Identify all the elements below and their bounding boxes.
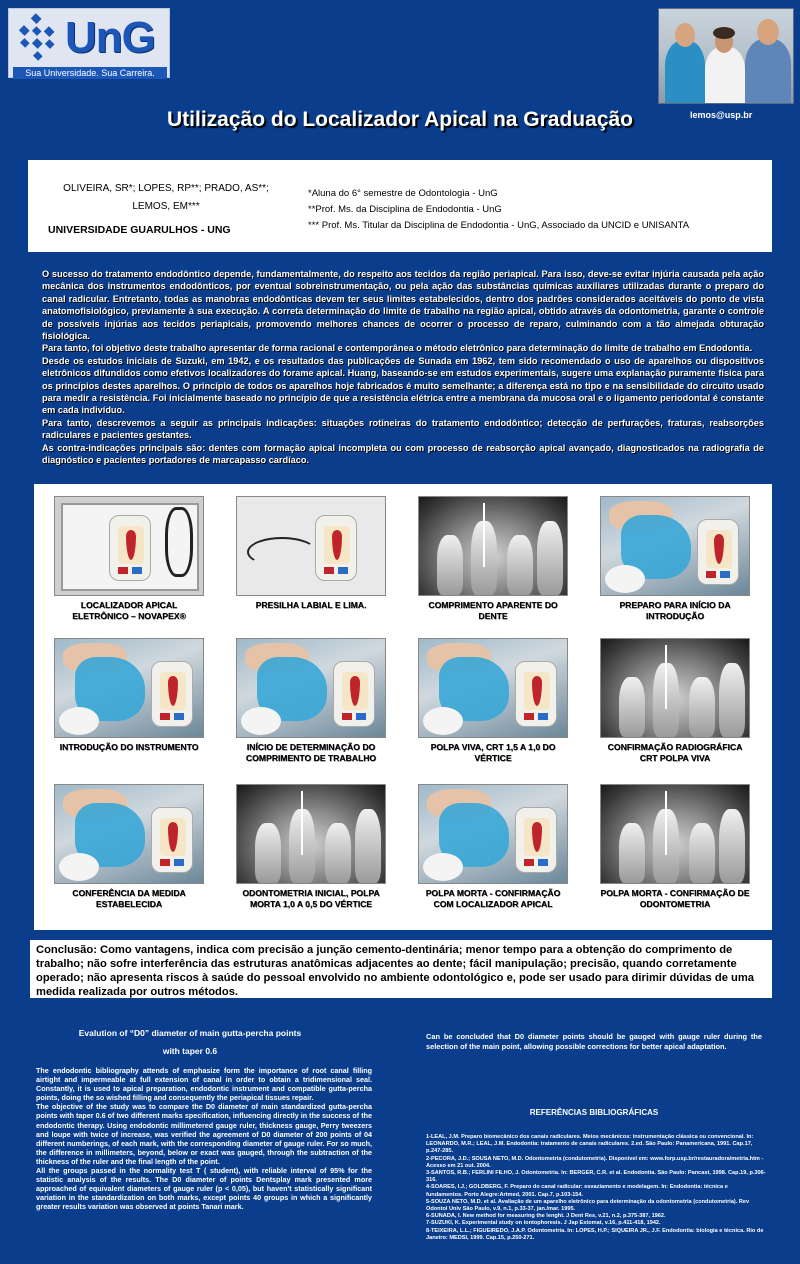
figure (54, 496, 204, 622)
figure (236, 638, 386, 764)
figure-image (600, 638, 750, 738)
reference-item: 4-SOARES, I.J.; GOLDBERG, F. Preparo do canal radicular: esvaziamento e modelagem. In: Endodontia: técnica e fundamentos. Porto Alegre:Artmed, 2001. Cap.7, p.103-154. (426, 1184, 728, 1198)
reference-item: 1-LEAL, J.M. Preparo biomecânico dos canais radiculares. Meios mecânicos: instrumentação clássica ou convencional. In: LEONARDO, M.R.; LEAL, J.M. Endodontia: tratamento de canais radiculares. 2.ed. São Paulo: Panamericana, 1991. Cap.17, p.247-285. (426, 1134, 754, 1155)
english-title-line: Evalution of “D0” diameter of main gutta-percha points (78, 1028, 302, 1038)
figure (236, 496, 386, 611)
figure-image (418, 638, 568, 738)
figure-caption: POLPA VIVA, CRT 1,5 A 1,0 DO VÉRTICE (430, 742, 556, 763)
figure-image (418, 784, 568, 884)
logo-slogan: Sua Universidade. Sua Carreira. (13, 67, 167, 79)
affiliation-line: *Aluna do 6° semestre de Odontologia - UnG (308, 188, 498, 199)
figure-image (236, 638, 386, 738)
logo-name: UnG (65, 13, 155, 62)
figure-image (54, 496, 204, 596)
figures-panel (34, 484, 772, 930)
figure-caption: ODONTOMETRIA INICIAL, POLPA MORTA 1,0 A 0,5 DO VÉRTICE (242, 888, 380, 909)
english-abstract (36, 1066, 372, 1212)
figure-caption: CONFIRMAÇÃO RADIOGRÁFICA CRT POLPA VIVA (607, 742, 743, 763)
university-name: UNIVERSIDADE GUARULHOS - UNG (48, 224, 231, 236)
english-title-line: with taper 0.6 (162, 1046, 218, 1056)
affiliation-line: **Prof. Ms. da Disciplina de Endodontia - UnG (308, 204, 502, 215)
figure-image (236, 496, 386, 596)
reference-item: 8-TEIXEIRA, L.L.; FIGUEIREDO, J.A.P. Odontometria. In: LOPES, H.P.; SIQUEIRA JR., J.F. Endodontia: biologia e técnica. Rio de Janeiro: MEDSI, 1999. Cap.15, p.250-271. (426, 1227, 764, 1241)
figure-caption: INÍCIO DE DETERMINAÇÃO DO COMPRIMENTO DE TRABALHO (245, 742, 377, 763)
author-names (40, 180, 292, 216)
introduction-text (42, 268, 764, 467)
figure (600, 638, 750, 764)
figure-image (600, 496, 750, 596)
author-names-line: OLIVEIRA, SR*; LOPES, RP**; PRADO, AS**; (63, 183, 269, 194)
conclusion-box: Conclusão: Como vantagens, indica com precisão a junção cemento-dentinária; menor tempo para a obtenção do comprimento de trabalho; não sofre interferência das estruturas anatômicas adjacentes ao dente; fácil manipulação; precisão, quando corretamente operado; não apresenta riscos à saúde do pessoal envolvido no ambiente odontológico e, pode ser usado para dirimir dúvidas de uma medida realizada por outros métodos. (30, 940, 772, 998)
figure-caption: LOCALIZADOR APICAL ELETRÔNICO – NOVAPEX® (72, 600, 186, 621)
author-names-line: LEMOS, EM*** (132, 201, 200, 212)
abstract-paragraph: The endodontic bibliography attends of emphasize form the importance of root canal filling airtight and impermeable at full extension of canal in order to obtain a tridimensional seal. Constantly, it is used to apical preparation, endodontic instrument and compatible gutta-percha points, doing the so wished filling and consequently the periapical tissues repair. (36, 1066, 372, 1103)
poster-title: Utilização do Localizador Apical na Graduação (167, 108, 633, 131)
intro-paragraph: As contra-indicações principais são: dentes com formação apical incompleta ou com processo de reabsorção apical avançado, diagnosticados na radiografia de diagnóstico e pacientes portadores de marcapasso cardíaco. (42, 442, 764, 466)
figure (600, 784, 750, 910)
figure-caption: CONFERÊNCIA DA MEDIDA ESTABELECIDA (72, 888, 186, 909)
affiliations (308, 186, 689, 234)
figure-image (54, 638, 204, 738)
reference-item: 7-SUZUKI, K. Experimental study on iontophoresis. J Jap Estomat, v.16, p.411-418, 1942. (426, 1220, 661, 1227)
intro-paragraph: O sucesso do tratamento endodôntico depende, fundamentalmente, do respeito aos tecidos da região periapical. Para isso, deve-se evitar injúria causada pela ação mecânica dos instrumentos endodônticos, por eventual sobreinstrumentação, ou pela ação das substâncias químicas auxiliares utilizadas durante o preparo do canal radicular. Entretanto, todas as manobras endodônticas devem ter seus limites estabelecidos, dentro dos padrões considerados aceitáveis do ponto de vista anatomofisiológico, previamente à sua execução. A correta determinação do limite de trabalho na região apical, obtido através da odontometria, garante o controle de possíveis injúrias aos tecidos periapicais, promovendo melhores chances de ocorrer o processo de reparo, culminando com a tão almejada obturação fisiológica. (42, 269, 764, 342)
reference-item: 5-SOUZA NETO, M.D. et al. Avaliação de um aparelho eletrônico para determinação da odontometria (condutometria). Rev Odontol Univ São Paulo, v.9, n.1, p.33-37, jan./mar. 1995. (426, 1198, 750, 1213)
figure-caption: POLPA MORTA - CONFIRMAÇÃO DE ODONTOMETRIA (600, 888, 750, 909)
figure-caption: INTRODUÇÃO DO INSTRUMENTO (59, 742, 199, 752)
figure (418, 784, 568, 910)
contact-email[interactable]: lemos@usp.br (690, 110, 753, 120)
figure-image (418, 496, 568, 596)
intro-paragraph: Para tanto, foi objetivo deste trabalho apresentar de forma racional e contemporânea o método eletrônico para determinação do limite de trabalho em Endodontia. (42, 343, 753, 354)
figure (600, 496, 750, 622)
abstract-paragraph: All the groups passed in the normality test T ( student), with reliable interval of 95% for the statistic analysis of the results. The D0 diameter of points Dentsplay mark presented more approached of equivalent diameters of gauge ruler (p < 0,05), but haven't statistically significant variation in the standardization on both marks, except points 40 groups in which a significantly greater results variation was observed at points Tanari mark. (36, 1166, 372, 1212)
intro-paragraph: Para tanto, descrevemos a seguir as principais indicações: situações rotineiras do tratamento endodôntico; detecção de perfurações, fraturas, reabsorções radiculares e pacientes gestantes. (42, 417, 764, 441)
university-logo (8, 8, 170, 78)
figure-image (600, 784, 750, 884)
reference-item: 3-SANTOS, R.B.; FERLINI FILHO, J. Odontometria. In: BERGER, C.R. et al. Endodontia. São Paulo: Pancast, 1998. Cap.19, p.306-316. (426, 1170, 766, 1184)
intro-paragraph: Desde os estudos iniciais de Suzuki, em 1942, e os resultados das publicações de Sunada em 1962, tem sido recomendado o uso de aparelhos ou dispositivos eletrônicos difundidos como efetivos localizadores do forame apical. Huang, baseando-se em estudos experimentais, sugere uma explanação puramente física para os princípios destes aparelhos. O princípio de todos os aparelhos hoje fabricados é muito semelhante; a diferença está no tipo e na sensibilidade do circuito usado para medir a resistência. Foi inicialmente baseado no princípio de que a resistência elétrica entre a membrana da mucosa oral e o ligamento periodontal é constante em cada indivíduo. (42, 355, 764, 416)
references-list (426, 1134, 766, 1242)
figure (236, 784, 386, 910)
english-conclusion: Can be concluded that D0 diameter points should be gauged with gauge ruler during the selection of the main point, allowing possible corrections for better apical adaptation. (426, 1032, 762, 1051)
figure (54, 784, 204, 910)
figure-image (54, 784, 204, 884)
reference-item: 2-PECORA, J.D.; SOUSA NETO, M.D. Odontometria (condutometria). Disponível em: www.forp.usp.br/restauradora/metria.htm - Acesso em 21 out. 2004. (426, 1155, 764, 1169)
authors-photo (658, 8, 794, 104)
references-title: REFERÊNCIAS BIBLIOGRÁFICAS (529, 1108, 659, 1117)
affiliation-line: *** Prof. Ms. Titular da Disciplina de Endodontia - UnG, Associado da UNCID e UNISANTA (308, 220, 690, 231)
figure-image (236, 784, 386, 884)
authors-box (28, 160, 772, 252)
figure-caption: COMPRIMENTO APARENTE DO DENTE (428, 600, 558, 621)
figure-caption: POLPA MORTA - CONFIRMAÇÃO COM LOCALIZADOR APICAL (425, 888, 561, 909)
abstract-paragraph: The objective of the study was to compare the D0 diameter of main standardized gutta-percha points with taper 0.6 of two different marks specification, influencing directly in the success of the endodontic therapy. Using endodontic millimetered gauge ruler, thickness gauge, Perry tweezers and loupe with twice of increase, was verified the agreement of D0 diameter of 200 points of 04 different numberings, of each mark, with the corresponding diameter of gauge ruler. For so much, the difference in millimeters, beyond, below or exact was gauged, through the subtraction of the thickness of the ruler and the final length of the point. (36, 1102, 372, 1166)
reference-item: 6-SUNADA, I. New method for measuring the lenght. J Dent Res, v.21, n.2, p.375-387, 1962. (426, 1213, 666, 1220)
logo-mark-icon (13, 13, 61, 61)
english-title (40, 1024, 340, 1060)
figure (54, 638, 204, 753)
figure (418, 496, 568, 622)
figure-caption: PRESILHA LABIAL E LIMA. (255, 600, 367, 610)
figure (418, 638, 568, 764)
figure-caption: PREPARO PARA INÍCIO DA INTRODUÇÃO (619, 600, 731, 621)
